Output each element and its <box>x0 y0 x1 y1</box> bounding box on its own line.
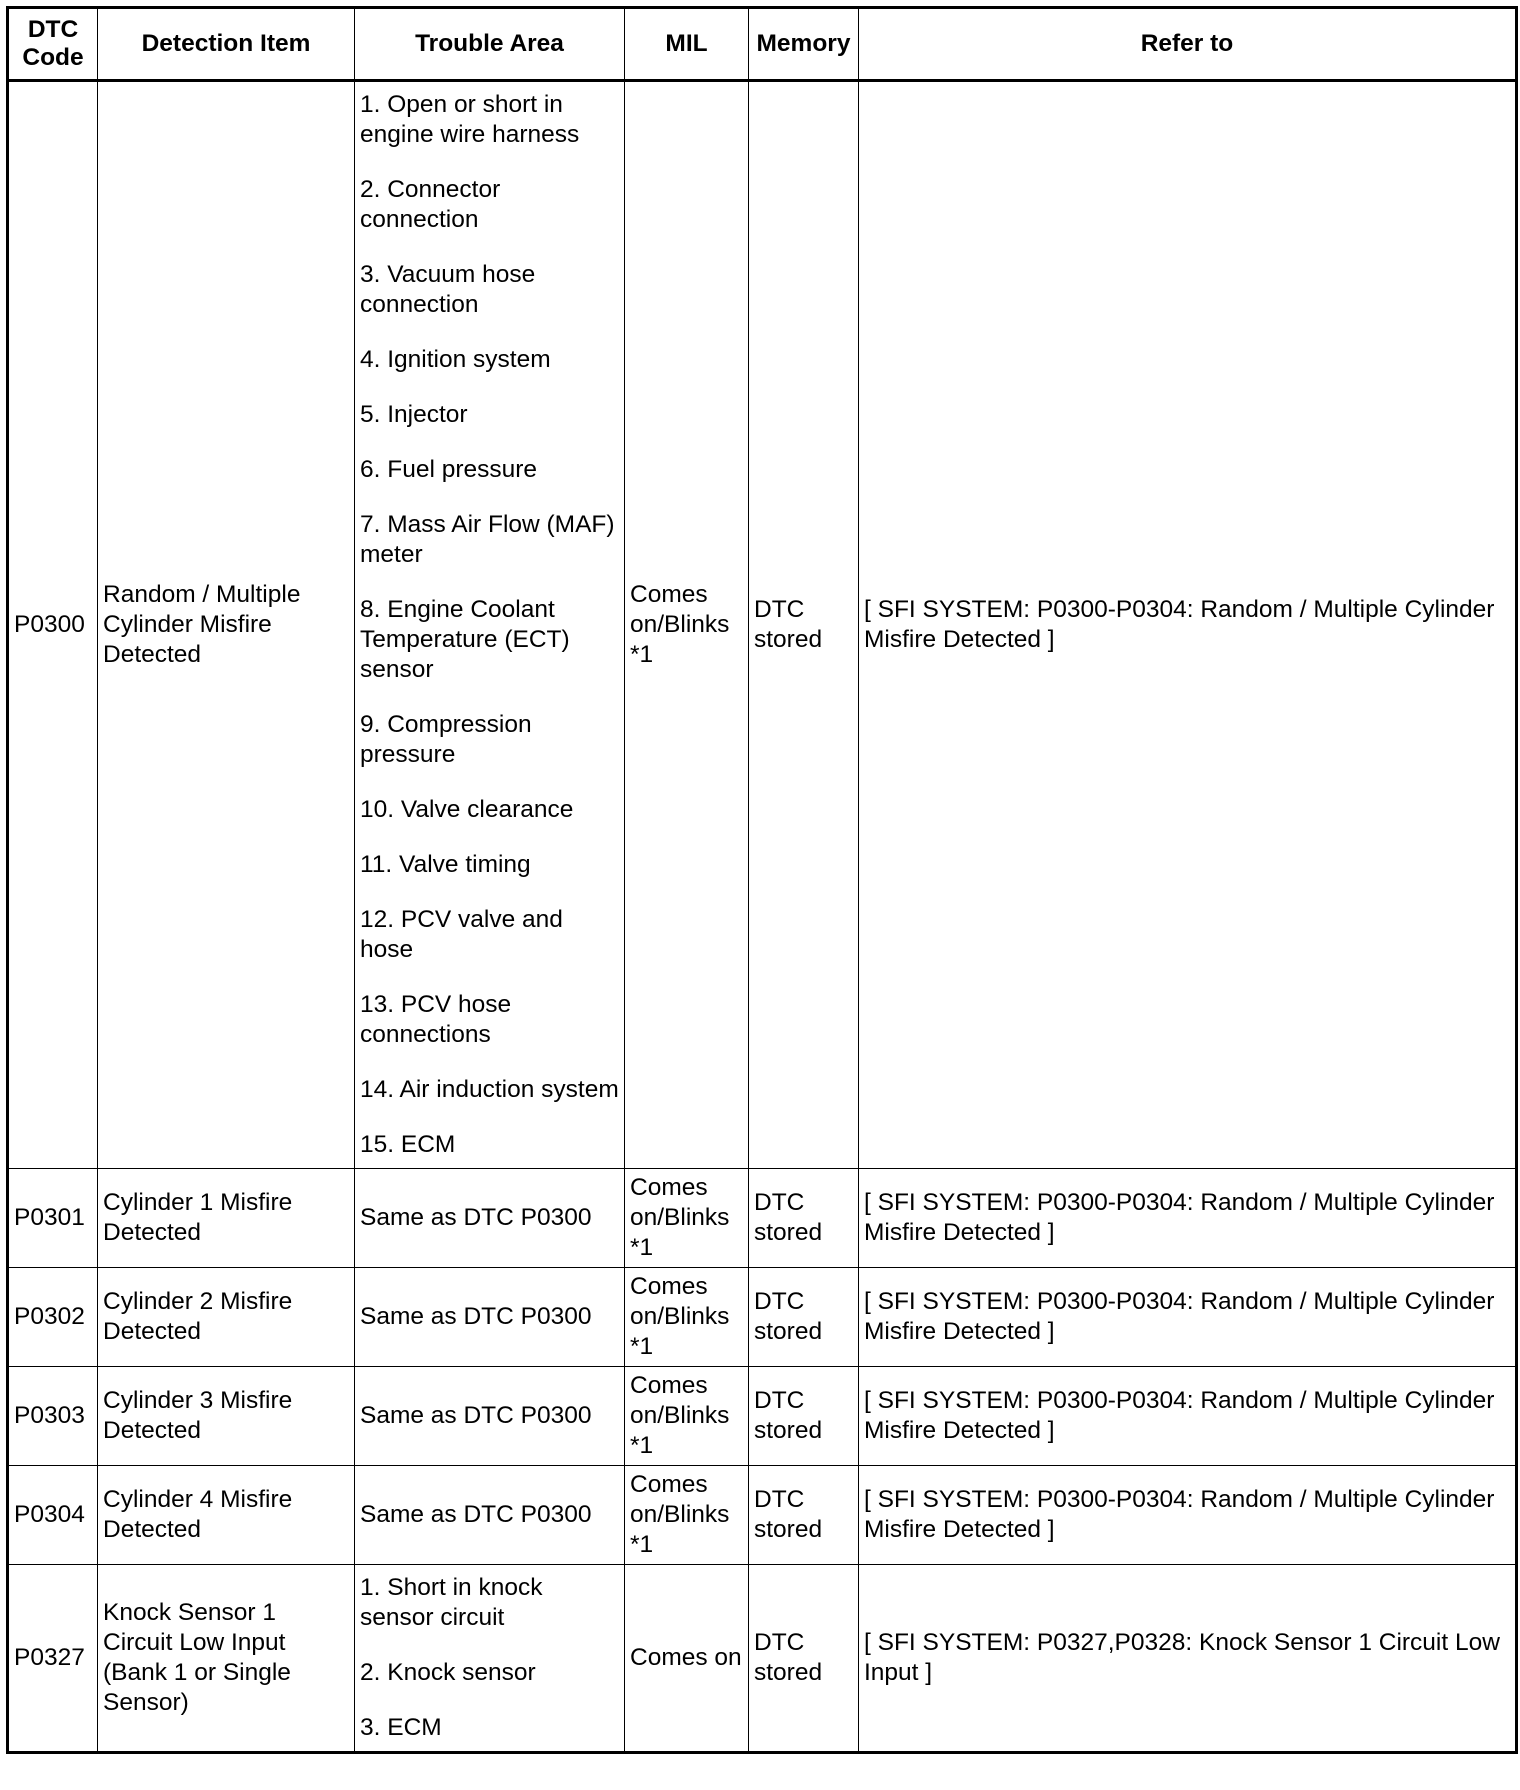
trouble-area-item: 15. ECM <box>360 1131 456 1158</box>
trouble-area-item: 3. ECM <box>360 1714 442 1741</box>
trouble-area-item: 4. Ignition system <box>360 346 551 373</box>
memory-cell: DTC stored <box>749 1268 859 1367</box>
trouble-area-item: 13. PCV hose connections <box>360 991 512 1048</box>
trouble-area-item: 14. Air induction system <box>360 1076 619 1103</box>
memory-cell: DTC stored <box>749 1466 859 1565</box>
header-trouble-area: Trouble Area <box>355 8 625 81</box>
mil-cell: Comes on/Blinks *1 <box>625 1268 749 1367</box>
table-row <box>8 1268 1517 1367</box>
dtc-code-cell: P0327 <box>8 1565 98 1753</box>
trouble-area-list <box>360 82 619 1168</box>
header-refer-to: Refer to <box>859 8 1517 81</box>
trouble-area-cell: Same as DTC P0300 <box>355 1268 625 1367</box>
trouble-area-item: 2. Connector connection <box>360 176 501 233</box>
mil-cell: Comes on/Blinks *1 <box>625 81 749 1169</box>
refer-to-link[interactable]: [ SFI SYSTEM: P0300-P0304: Random / Multiple Cylinder Misfire Detected ] <box>859 81 1517 1169</box>
detection-item-cell: Knock Sensor 1 Circuit Low Input (Bank 1 or Single Sensor) <box>98 1565 355 1753</box>
memory-cell: DTC stored <box>749 81 859 1169</box>
trouble-area-cell: Same as DTC P0300 <box>355 1466 625 1565</box>
trouble-area-item: 1. Short in knock sensor circuit <box>360 1574 543 1631</box>
table-row <box>8 81 1517 1169</box>
refer-to-link[interactable]: [ SFI SYSTEM: P0300-P0304: Random / Multiple Cylinder Misfire Detected ] <box>859 1169 1517 1268</box>
trouble-area-cell: Same as DTC P0300 <box>355 1367 625 1466</box>
refer-to-link[interactable]: [ SFI SYSTEM: P0300-P0304: Random / Multiple Cylinder Misfire Detected ] <box>859 1268 1517 1367</box>
detection-item-cell: Cylinder 2 Misfire Detected <box>98 1268 355 1367</box>
table-row <box>8 1565 1517 1753</box>
table-row <box>8 1466 1517 1565</box>
memory-cell: DTC stored <box>749 1565 859 1753</box>
mil-cell: Comes on/Blinks *1 <box>625 1466 749 1565</box>
dtc-code-cell: P0304 <box>8 1466 98 1565</box>
trouble-area-item: 1. Open or short in engine wire harness <box>360 91 580 148</box>
dtc-code-cell: P0300 <box>8 81 98 1169</box>
mil-cell: Comes on/Blinks *1 <box>625 1367 749 1466</box>
trouble-area-item: 11. Valve timing <box>360 851 531 878</box>
mil-cell: Comes on/Blinks *1 <box>625 1169 749 1268</box>
table-row <box>8 1367 1517 1466</box>
table-row <box>8 1169 1517 1268</box>
trouble-area-item: 6. Fuel pressure <box>360 456 538 483</box>
trouble-area-item: 5. Injector <box>360 401 468 428</box>
detection-item-cell: Cylinder 4 Misfire Detected <box>98 1466 355 1565</box>
table-header-row <box>8 8 1517 81</box>
refer-to-link[interactable]: [ SFI SYSTEM: P0300-P0304: Random / Multiple Cylinder Misfire Detected ] <box>859 1466 1517 1565</box>
dtc-code-cell: P0301 <box>8 1169 98 1268</box>
memory-cell: DTC stored <box>749 1367 859 1466</box>
mil-cell: Comes on <box>625 1565 749 1753</box>
trouble-area-item: 8. Engine Coolant Temperature (ECT) sensor <box>360 596 570 683</box>
trouble-area-item: 7. Mass Air Flow (MAF) meter <box>360 511 615 568</box>
header-memory: Memory <box>749 8 859 81</box>
trouble-area-cell <box>355 81 625 1169</box>
dtc-code-cell: P0303 <box>8 1367 98 1466</box>
detection-item-cell: Cylinder 1 Misfire Detected <box>98 1169 355 1268</box>
trouble-area-item: 12. PCV valve and hose <box>360 906 563 963</box>
dtc-table <box>6 6 1518 1754</box>
header-detection-item: Detection Item <box>98 8 355 81</box>
trouble-area-item: 2. Knock sensor <box>360 1659 536 1686</box>
trouble-area-cell <box>355 1565 625 1753</box>
detection-item-cell: Cylinder 3 Misfire Detected <box>98 1367 355 1466</box>
trouble-area-list <box>360 1565 619 1751</box>
refer-to-link[interactable]: [ SFI SYSTEM: P0300-P0304: Random / Multiple Cylinder Misfire Detected ] <box>859 1367 1517 1466</box>
trouble-area-cell: Same as DTC P0300 <box>355 1169 625 1268</box>
trouble-area-item: 10. Valve clearance <box>360 796 574 823</box>
dtc-code-cell: P0302 <box>8 1268 98 1367</box>
header-dtc-code: DTC Code <box>8 8 98 81</box>
memory-cell: DTC stored <box>749 1169 859 1268</box>
detection-item-cell: Random / Multiple Cylinder Misfire Detected <box>98 81 355 1169</box>
trouble-area-item: 9. Compression pressure <box>360 711 532 768</box>
header-mil: MIL <box>625 8 749 81</box>
refer-to-link[interactable]: [ SFI SYSTEM: P0327,P0328: Knock Sensor 1 Circuit Low Input ] <box>859 1565 1517 1753</box>
trouble-area-item: 3. Vacuum hose connection <box>360 261 536 318</box>
